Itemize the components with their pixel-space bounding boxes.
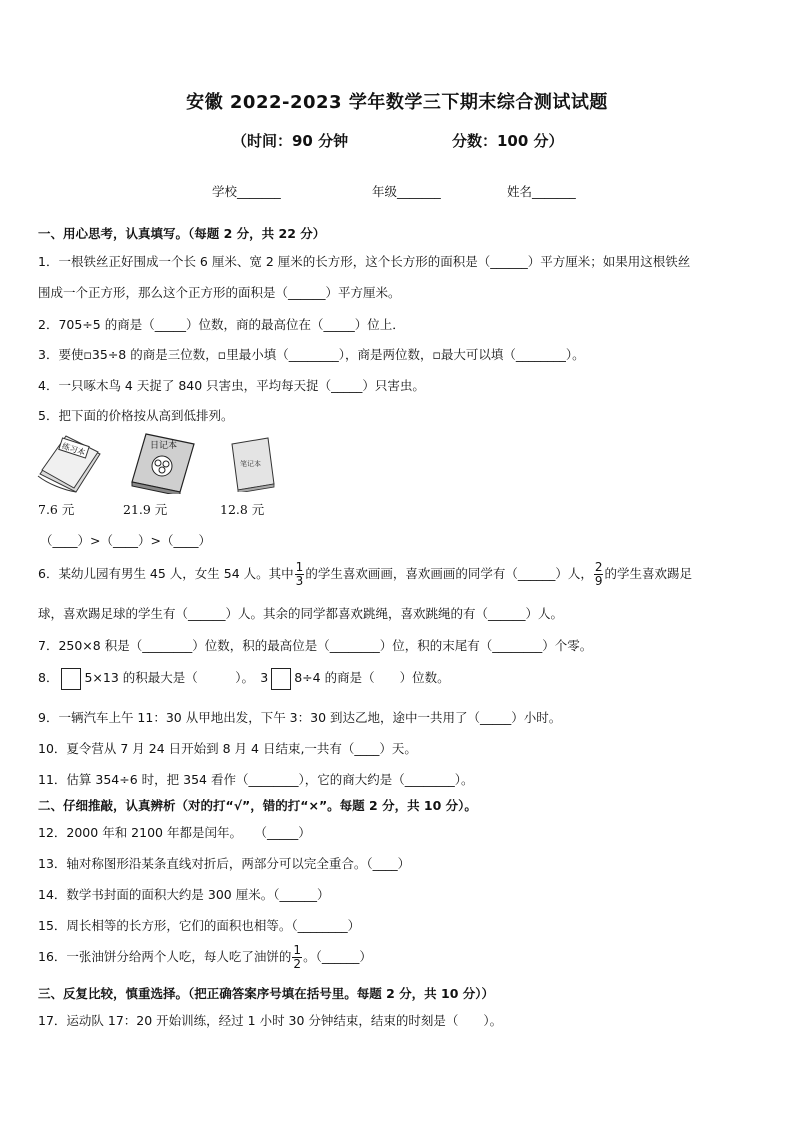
question-16: [38, 942, 372, 972]
question-6-line-2: 球，喜欢踢足球的学生有（______）人。其余的同学都喜欢跳绳，喜欢跳绳的有（______）人。: [38, 606, 564, 621]
section-1-heading: 一、用心思考，认真填写。（每题 2 分，共 22 分）: [38, 226, 326, 241]
notebook-label: 笔记本: [240, 460, 261, 468]
q8-text-a: 5×13 的积最大是（ ）。 3: [84, 670, 269, 685]
question-1-line-2: 围成一个正方形，那么这个正方形的面积是（______）平方厘米。: [38, 285, 401, 300]
question-4: 4．一只啄木鸟 4 天捉了 840 只害虫，平均每天捉（_____）只害虫。: [38, 378, 425, 393]
question-15: 15．周长相等的长方形，它们的面积也相等。（________）: [38, 918, 361, 933]
name-field[interactable]: 姓名_______: [507, 184, 576, 199]
question-13: 13．轴对称图形沿某条直线对折后，两部分可以完全重合。（____）: [38, 856, 411, 871]
grade-field[interactable]: 年级_______: [372, 184, 441, 199]
question-12: 12．2000 年和 2100 年都是闰年。 （_____）: [38, 825, 311, 840]
question-5: 5．把下面的价格按从高到低排列。: [38, 408, 234, 423]
q6-text-b: 的学生喜欢画画，喜欢画画的同学有（______）人，: [305, 566, 593, 581]
q16-text-b: 。（______）: [303, 949, 372, 964]
diary-image: [126, 432, 196, 494]
price-exercise-book: 7.6 元: [38, 502, 75, 517]
fraction-one-third: $\frac{1}{3}$: [295, 560, 304, 588]
price-notebook: 12.8 元: [220, 502, 265, 517]
q6-text-c: 的学生喜欢踢足: [604, 566, 692, 581]
question-3: 3．要使▫35÷8 的商是三位数，▫里最小填（________），商是两位数，▫最大可以填（________）。: [38, 347, 585, 362]
question-11: 11．估算 354÷6 时，把 354 看作（________），它的商大约是（________）。: [38, 772, 474, 787]
question-9: 9．一辆汽车上午 11：30 从甲地出发，下午 3：30 到达乙地，途中一共用了（_____）小时。: [38, 710, 562, 725]
price-diary: 21.9 元: [123, 502, 168, 517]
section-3-heading: 三、反复比较，慎重选择。（把正确答案序号填在括号里。每题 2 分，共 10 分））: [38, 986, 495, 1001]
q16-text-a: 16．一张油饼分给两个人吃，每人吃了油饼的: [38, 949, 292, 964]
q6-text-a: 6．某幼儿园有男生 45 人，女生 54 人。其中: [38, 566, 294, 581]
q8-number: 8．: [38, 670, 59, 685]
fraction-one-half: $\frac{1}{2}$: [293, 943, 302, 971]
diary-label: 日记本: [150, 441, 178, 451]
blank-box-1[interactable]: [61, 668, 81, 690]
question-1-line-1: 1．一根铁丝正好围成一个长 6 厘米、宽 2 厘米的长方形，这个长方形的面积是（______）平方厘米；如果用这根铁丝: [38, 254, 691, 269]
question-2: 2．705÷5 的商是（_____）位数，商的最高位在（_____）位上．: [38, 317, 405, 332]
page-title: 安徽 2022-2023 学年数学三下期末综合测试试题: [186, 92, 608, 113]
question-10: 10．夏令营从 7 月 24 日开始到 8 月 4 日结束,一共有（____）天。: [38, 741, 417, 756]
exam-time: （时间：90 分钟: [232, 132, 349, 150]
blank-box-2[interactable]: [271, 668, 291, 690]
question-8: [38, 666, 450, 690]
question-17: 17．运动队 17：20 开始训练，经过 1 小时 30 分钟结束，结束的时刻是（ ）。: [38, 1013, 503, 1028]
exam-score: 分数：100 分）: [452, 132, 564, 150]
fraction-two-ninths: $\frac{2}{9}$: [594, 560, 603, 588]
question-6-line-1: [38, 560, 692, 588]
exercise-book-image: [36, 432, 102, 494]
notebook-image: [228, 436, 278, 492]
school-field[interactable]: 学校_______: [212, 184, 281, 199]
exercise-book-label: 练习本: [60, 441, 87, 458]
question-5-answer: （____）>（____）>（____）: [40, 533, 211, 548]
question-7: 7．250×8 积是（________）位数，积的最高位是（________）位，积的末尾有（________）个零。: [38, 638, 593, 653]
question-14: 14．数学书封面的面积大约是 300 厘米。（______）: [38, 887, 330, 902]
section-2-heading: 二、仔细推敲，认真辨析（对的打“√”，错的打“×”。每题 2 分，共 10 分）。: [38, 798, 477, 813]
q8-text-b: 8÷4 的商是（ ）位数。: [294, 670, 450, 685]
